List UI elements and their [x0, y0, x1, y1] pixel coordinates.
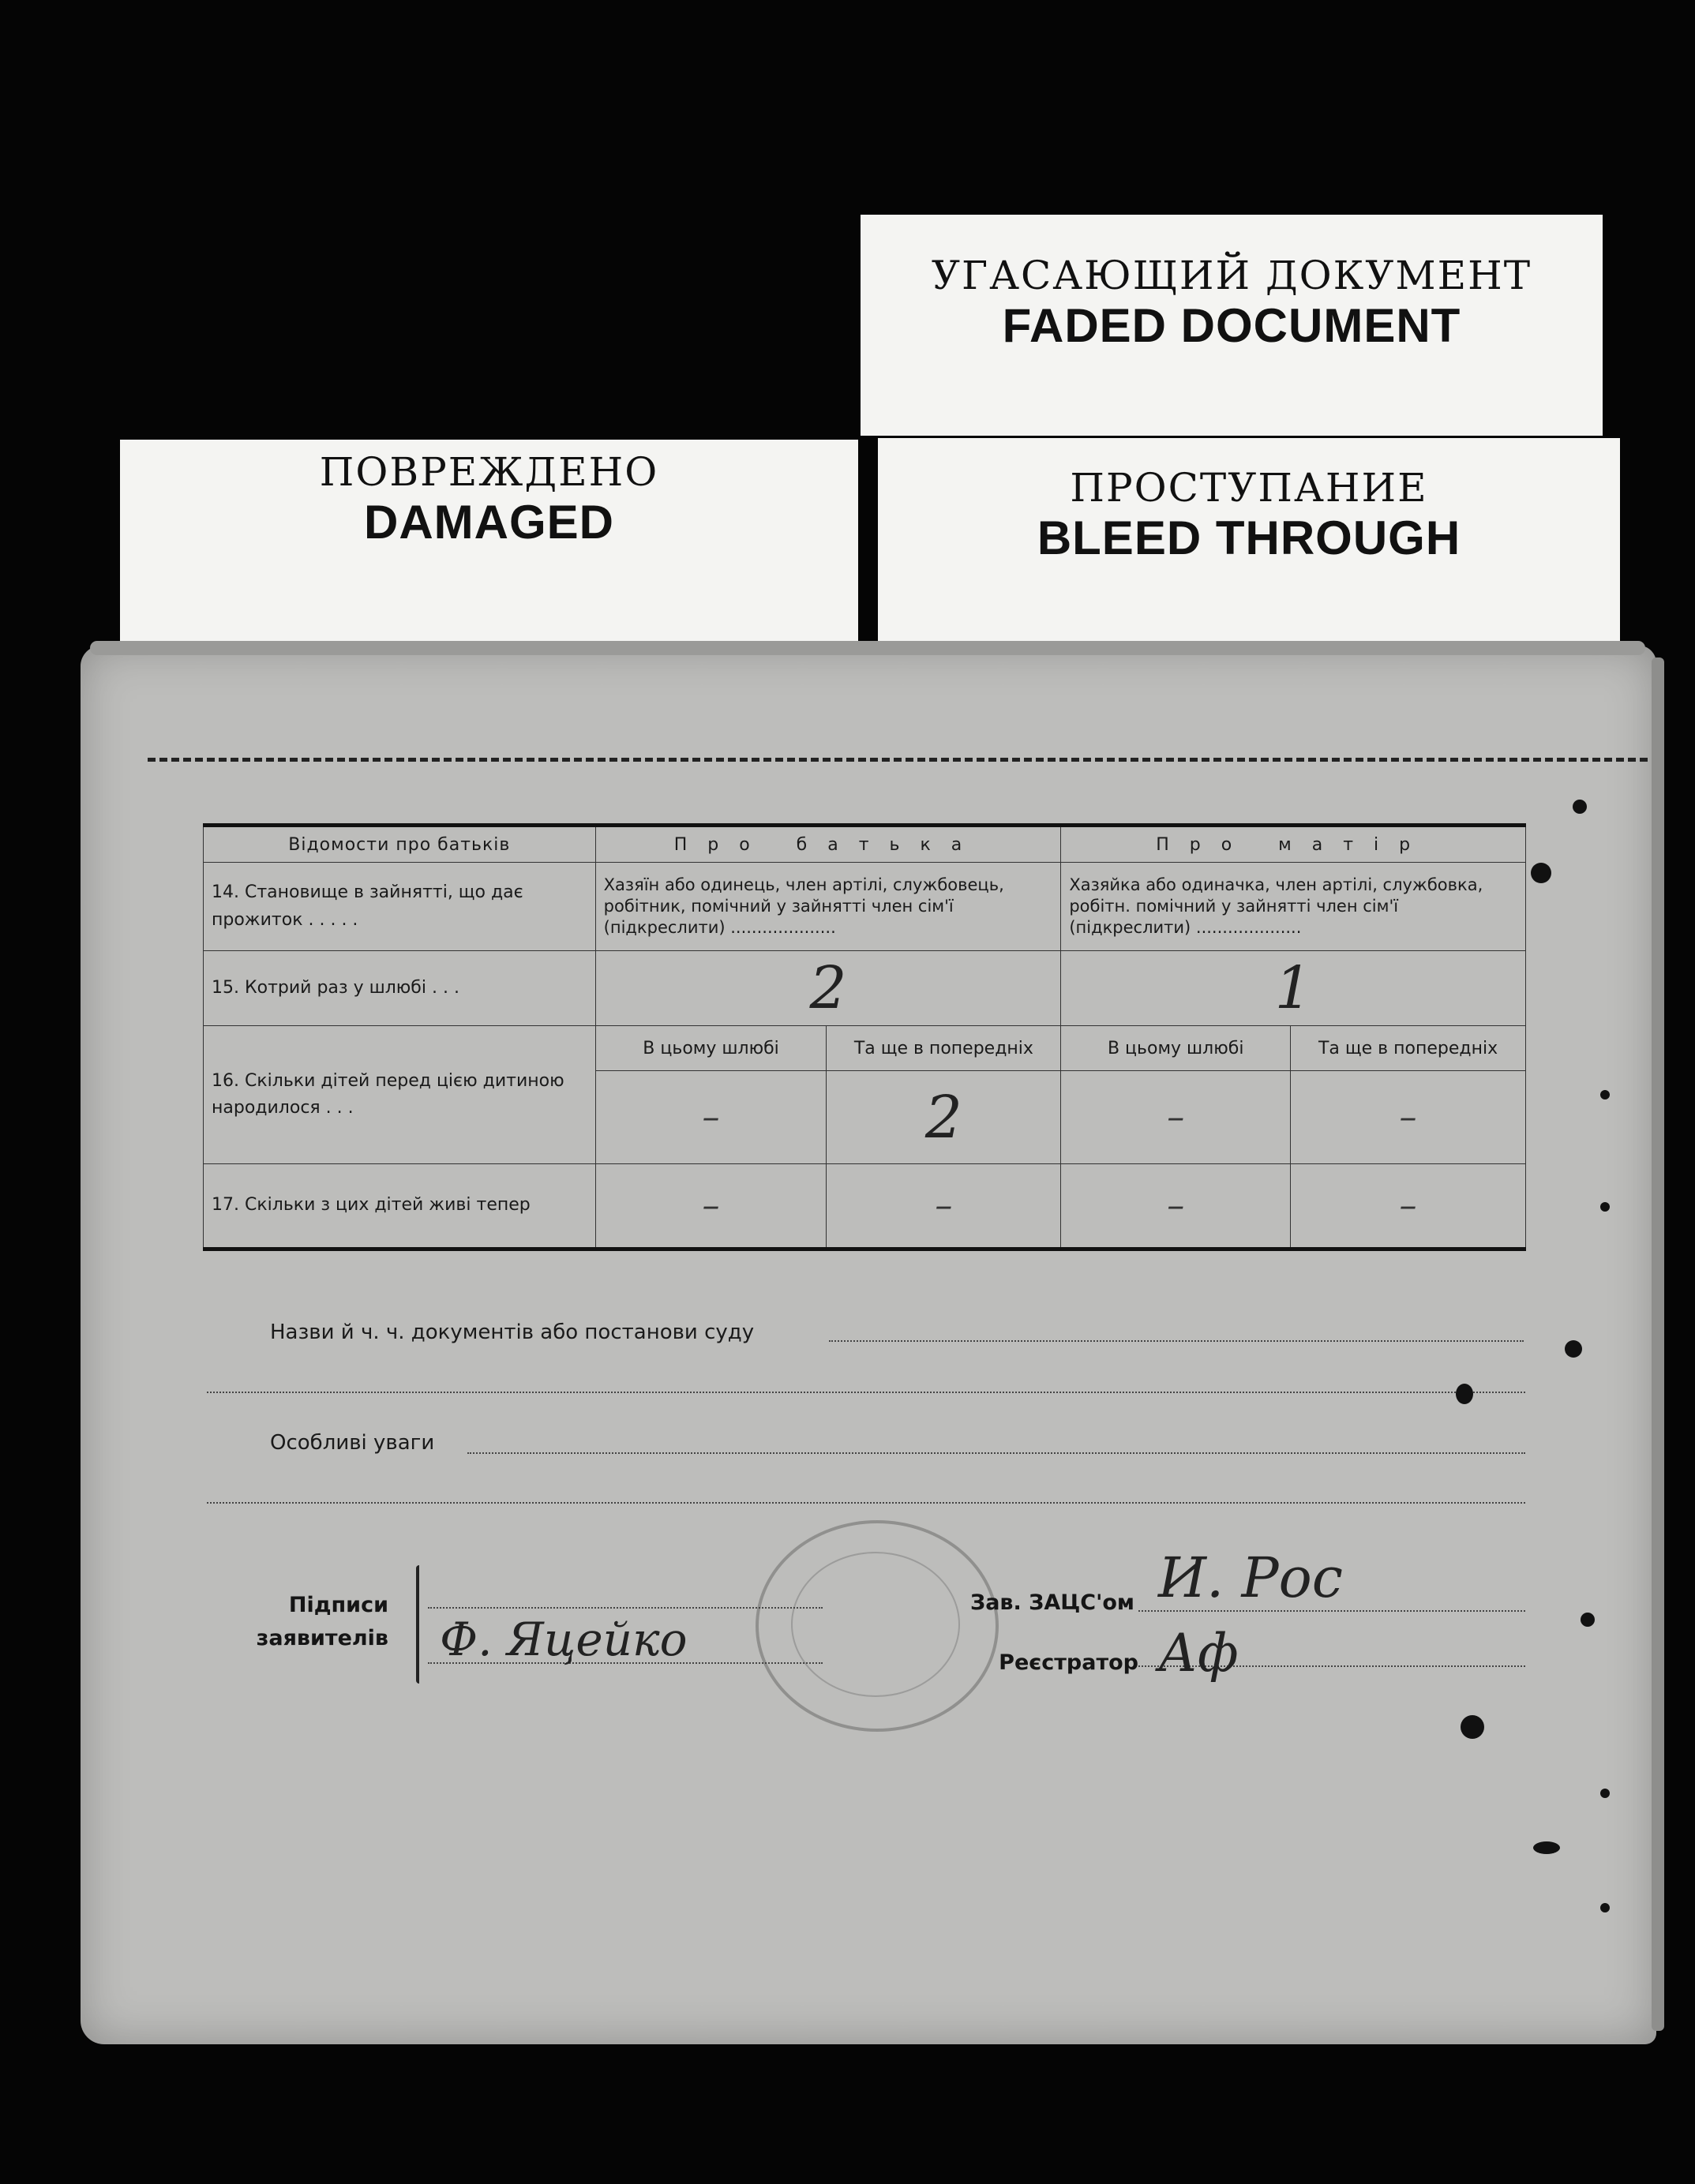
signature-brace	[416, 1565, 419, 1684]
damaged-flag-en: DAMAGED	[364, 496, 614, 549]
faded-flag-ru: УГАСАЮЩИЙ ДОКУМЕНТ	[931, 253, 1532, 298]
notes-line-2	[207, 1502, 1525, 1504]
binder-hole	[1600, 1202, 1610, 1212]
row17-text: Скільки з цих дітей живі тепер	[245, 1195, 531, 1216]
head-signature: И. Рос	[1158, 1545, 1343, 1610]
damaged-flag	[120, 440, 858, 653]
row16-mother-prev: –	[1291, 1071, 1526, 1164]
binder-hole	[1573, 800, 1587, 814]
row17-label	[204, 1164, 596, 1249]
row15-text: Котрий раз у шлюбі . . .	[245, 977, 459, 998]
row16-mother-this: –	[1061, 1071, 1291, 1164]
row15-num: 15.	[212, 977, 239, 998]
faded-document-flag	[861, 215, 1603, 436]
row16-text: Скільки дітей перед цією дитиною народилося . . .	[212, 1070, 564, 1118]
father-this-marriage-header: В цьому шлюбі	[595, 1026, 827, 1071]
head-signature-line	[1138, 1610, 1525, 1612]
documents-line	[829, 1340, 1524, 1342]
bleed-through-flag	[878, 438, 1620, 642]
row17-father-prev: –	[827, 1164, 1061, 1249]
row17-father-this: –	[595, 1164, 827, 1249]
row14-label	[204, 863, 596, 951]
header-mother: Про матір	[1061, 826, 1526, 863]
row14-father-options: Хазяїн або одинець, член артілі, службовець, робітник, помічний у зайнятті член сім'ї (підкреслити) ....................	[595, 863, 1061, 951]
mother-this-marriage-header: В цьому шлюбі	[1061, 1026, 1291, 1071]
binder-hole	[1456, 1384, 1473, 1404]
row15-label	[204, 951, 596, 1026]
documents-line-2	[207, 1392, 1525, 1393]
binder-hole	[1600, 1903, 1610, 1912]
notes-label: Особливі уваги	[270, 1431, 435, 1455]
binder-hole	[1531, 863, 1551, 883]
binder-hole	[1600, 1090, 1610, 1099]
bleed-flag-en: BLEED THROUGH	[1037, 511, 1461, 564]
documents-label: Назви й ч. ч. документів або постанови суду	[270, 1321, 755, 1344]
mother-previous-header: Та ще в попередніх	[1291, 1026, 1526, 1071]
father-previous-header: Та ще в попередніх	[827, 1026, 1061, 1071]
row16-num: 16.	[212, 1070, 239, 1091]
row16-father-prev: 2	[827, 1071, 1061, 1164]
applicants-signature-label	[199, 1589, 388, 1655]
damaged-flag-ru: ПОВРЕЖДЕНО	[319, 449, 659, 495]
binder-hole	[1461, 1715, 1484, 1739]
row16-father-this: –	[595, 1071, 827, 1164]
binder-hole	[1565, 1340, 1582, 1358]
header-father: Про батька	[595, 826, 1061, 863]
binder-hole	[1600, 1789, 1610, 1798]
row17-mother-prev: –	[1291, 1164, 1526, 1249]
registrar-label: Реєстратор	[999, 1650, 1138, 1675]
row17-num: 17.	[212, 1195, 239, 1216]
applicants-label-line1: Підписи	[288, 1593, 388, 1617]
applicants-label-line2: заявителів	[256, 1625, 388, 1650]
registrar-signature: Аф	[1158, 1623, 1239, 1684]
form-sheet	[81, 646, 1656, 2044]
stack-right-edge	[1652, 657, 1664, 2031]
applicant-signature: Ф. Яцейко	[440, 1613, 688, 1666]
row15-father-value: 2	[595, 951, 1061, 1026]
faded-flag-en: FADED DOCUMENT	[1002, 299, 1461, 352]
bleed-flag-ru: ПРОСТУПАНИЕ	[1070, 465, 1428, 511]
row14-mother-options: Хазяйка або одиначка, член артілі, службовка, робітн. помічний у зайнятті член сім'ї (підкреслити) ....................	[1061, 863, 1526, 951]
tear-line	[148, 758, 1648, 762]
header-parents: Відомости про батьків	[204, 826, 596, 863]
row15-mother-value: 1	[1061, 951, 1526, 1026]
row14-num: 14.	[212, 882, 239, 903]
stack-top-edge	[90, 641, 1645, 655]
row14-text: Становище в зайнятті, що дає прожиток . . . . .	[212, 882, 523, 930]
binder-hole	[1533, 1841, 1560, 1854]
row17-mother-this: –	[1061, 1164, 1291, 1249]
parents-info-table	[203, 823, 1526, 1251]
binder-hole	[1581, 1613, 1595, 1627]
head-label: Зав. ЗАЦС'ом	[970, 1590, 1134, 1615]
notes-line	[467, 1452, 1525, 1454]
row16-label	[204, 1026, 596, 1164]
